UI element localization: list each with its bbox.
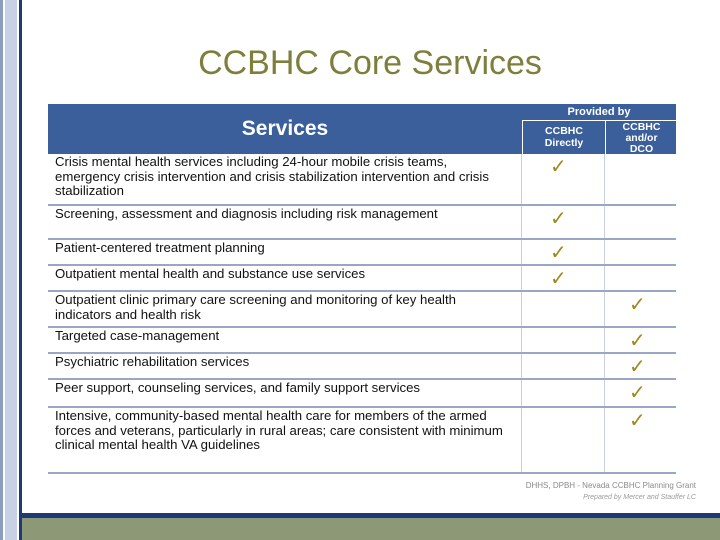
- table-row: [48, 154, 676, 206]
- service-cell: Outpatient mental health and substance use services: [48, 266, 522, 290]
- ccbhc-directly-cell: [522, 380, 605, 406]
- footer-prepared-by: Prepared by Mercer and Stauffer LC: [583, 494, 696, 501]
- table-row: [48, 206, 676, 240]
- ccbhc-dco-cell: [605, 266, 676, 290]
- table-header: [48, 104, 676, 154]
- checkmark-icon: ✓: [629, 382, 646, 404]
- header-col-ccbhc-dco: [605, 120, 677, 155]
- ccbhc-dco-cell: [605, 154, 676, 204]
- service-cell: Peer support, counseling services, and family support services: [48, 380, 522, 406]
- checkmark-icon: ✓: [629, 294, 646, 316]
- slide-title: CCBHC Core Services: [198, 44, 542, 82]
- service-cell: Crisis mental health services including 24-hour mobile crisis teams, emergency crisis intervention and crisis stabilization intervention and crisis stabilization: [48, 154, 522, 204]
- ccbhc-dco-cell: [605, 354, 676, 378]
- table-row: [48, 240, 676, 266]
- ccbhc-dco-cell: [605, 292, 676, 326]
- ccbhc-dco-cell: [605, 408, 676, 472]
- ccbhc-directly-cell: [522, 408, 605, 472]
- ccbhc-directly-cell: [522, 240, 605, 264]
- footer-grant: DHHS, DPBH - Nevada CCBHC Planning Grant: [525, 481, 696, 490]
- checkmark-icon: ✓: [550, 242, 567, 264]
- ccbhc-dco-cell: [605, 206, 676, 238]
- service-cell: Psychiatric rehabilitation services: [48, 354, 522, 378]
- header-provided-by: Provided by: [567, 106, 631, 118]
- checkmark-icon: ✓: [629, 410, 646, 432]
- table-row: [48, 380, 676, 408]
- checkmark-icon: ✓: [629, 356, 646, 378]
- ccbhc-dco-cell: [605, 240, 676, 264]
- ccbhc-directly-cell: [522, 354, 605, 378]
- table-row: [48, 354, 676, 380]
- services-table: [48, 104, 676, 474]
- header-col-ccbhc-directly-label: CCBHC Directly: [544, 125, 584, 149]
- ccbhc-directly-cell: [522, 292, 605, 326]
- ccbhc-directly-cell: [522, 266, 605, 290]
- table-row: [48, 266, 676, 292]
- left-decorative-bar-edge: [19, 0, 22, 540]
- checkmark-icon: ✓: [550, 268, 567, 290]
- ccbhc-directly-cell: [522, 206, 605, 238]
- ccbhc-directly-cell: [522, 154, 605, 204]
- left-decorative-bar-inner: [3, 0, 19, 540]
- ccbhc-dco-cell: [605, 380, 676, 406]
- table-body: [48, 154, 676, 474]
- table-row: [48, 408, 676, 474]
- service-cell: Targeted case-management: [48, 328, 522, 352]
- service-cell: Intensive, community-based mental health care for members of the armed forces and veterans, particularly in rural areas; care consistent with minimum clinical mental health VA guidelines: [48, 408, 522, 472]
- ccbhc-dco-cell: [605, 328, 676, 352]
- service-cell: Outpatient clinic primary care screening and monitoring of key health indicators and health risk: [48, 292, 522, 326]
- header-services: Services: [241, 117, 329, 140]
- service-cell: Patient-centered treatment planning: [48, 240, 522, 264]
- bottom-decorative-band: [22, 518, 720, 540]
- checkmark-icon: ✓: [550, 156, 567, 178]
- header-col-ccbhc-directly: [522, 120, 605, 155]
- checkmark-icon: ✓: [629, 330, 646, 352]
- table-row: [48, 328, 676, 354]
- checkmark-icon: ✓: [550, 208, 567, 230]
- table-row: [48, 292, 676, 328]
- header-col-ccbhc-dco-label: CCBHC and/or DCO: [622, 121, 661, 155]
- ccbhc-directly-cell: [522, 328, 605, 352]
- service-cell: Screening, assessment and diagnosis including risk management: [48, 206, 522, 238]
